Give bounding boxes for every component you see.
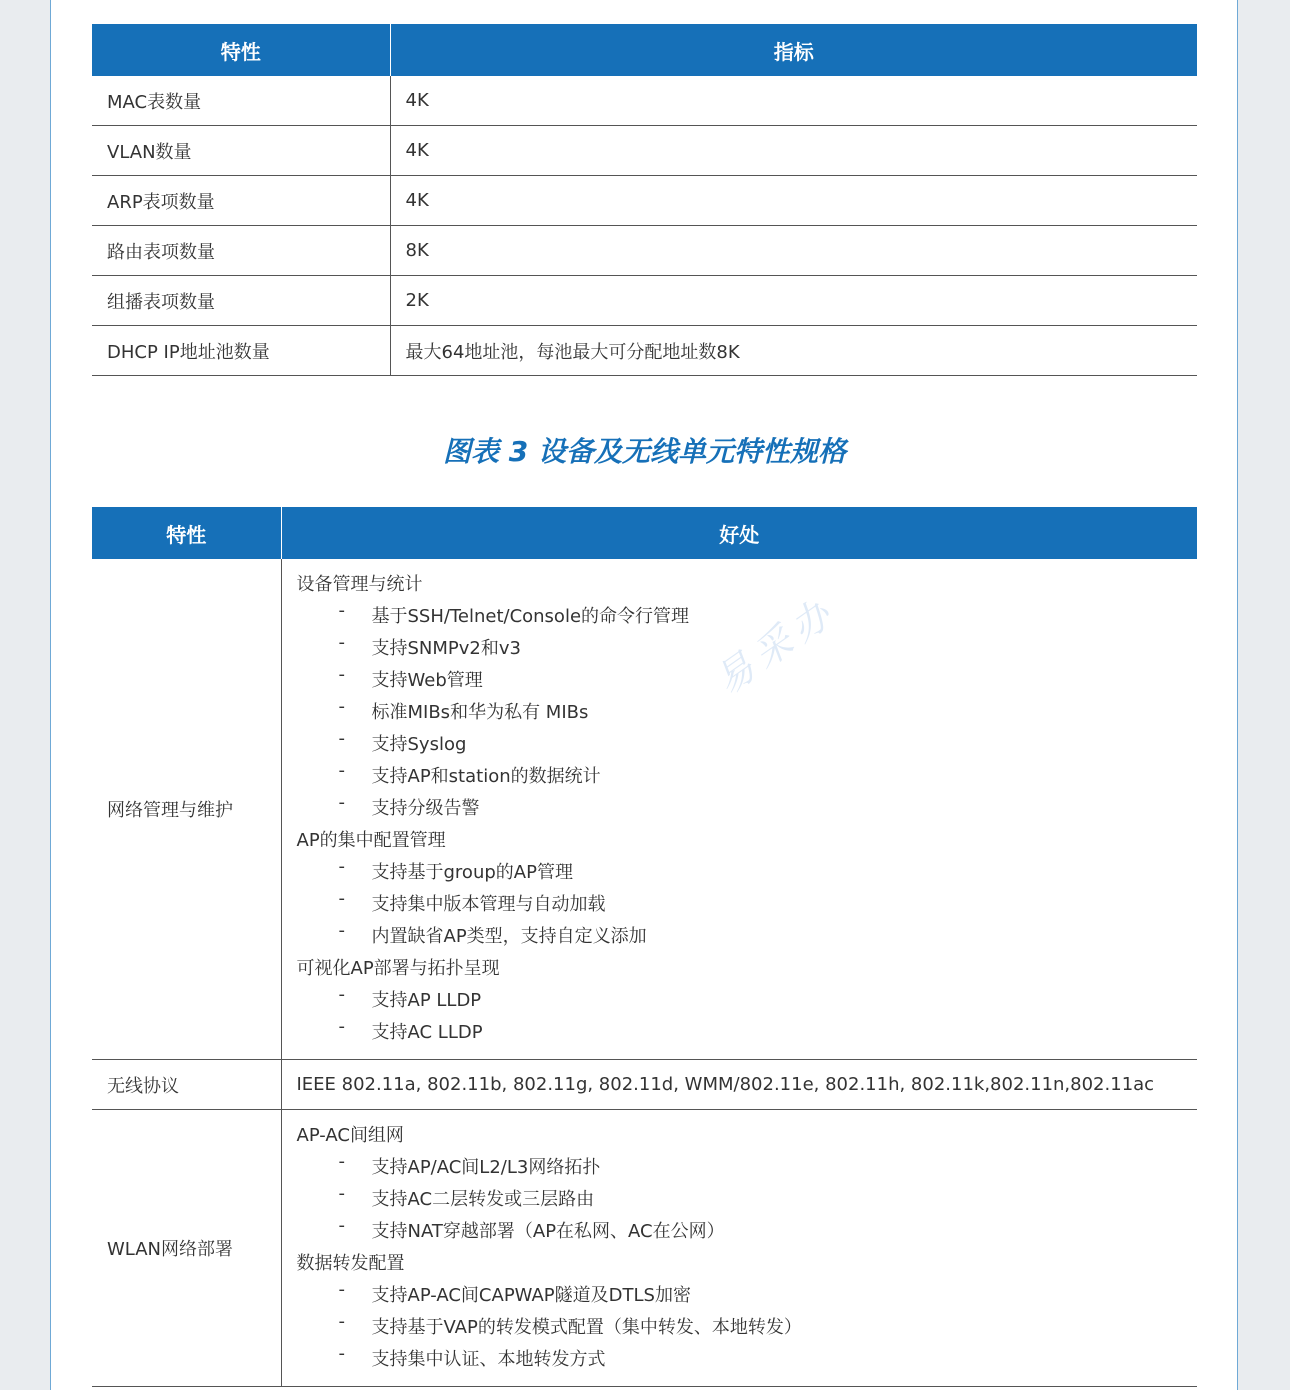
list-item	[297, 793, 1198, 825]
watermark: 易采办	[706, 587, 846, 703]
dash-bullet: -	[338, 1183, 345, 1204]
list-item-text: 支持集中认证、本地转发方式	[371, 1349, 606, 1370]
cell-feature: MAC表数量	[92, 76, 390, 126]
cell-value: 4K	[390, 76, 1197, 126]
dash-bullet: -	[338, 760, 345, 781]
table-header-row	[92, 507, 1197, 559]
table-row	[92, 76, 1197, 126]
dash-bullet: -	[338, 1151, 345, 1172]
table-row	[92, 1110, 1197, 1387]
cell-feature: 路由表项数量	[92, 226, 390, 276]
table-header-row	[92, 24, 1197, 76]
cell-value: 4K	[390, 176, 1197, 226]
list-item-text: 内置缺省AP类型，支持自定义添加	[371, 926, 647, 947]
group-title: 设备管理与统计	[296, 574, 423, 595]
list-item-text: 支持集中版本管理与自动加载	[371, 894, 606, 915]
cell-feature: VLAN数量	[92, 126, 390, 176]
list-item	[297, 761, 1198, 793]
header-feature: 特性	[92, 507, 281, 559]
list-item	[297, 1017, 1198, 1049]
dash-bullet: -	[338, 1016, 345, 1037]
list-item	[297, 1152, 1198, 1184]
list-item	[297, 1216, 1198, 1248]
group-title: AP-AC间组网	[296, 1125, 404, 1146]
cell-value: 最大64地址池，每池最大可分配地址数8K	[390, 326, 1197, 376]
header-benefit: 好处	[281, 507, 1197, 559]
table-row	[92, 126, 1197, 176]
list-item	[297, 1280, 1198, 1312]
list-item-text: 支持Web管理	[371, 670, 483, 691]
table-row	[92, 276, 1197, 326]
list-item-text: 支持NAT穿越部署（AP在私网、AC在公网）	[371, 1221, 725, 1242]
table-row	[92, 176, 1197, 226]
cell-benefit	[281, 1110, 1197, 1387]
cell-feature: ARP表项数量	[92, 176, 390, 226]
dash-bullet: -	[338, 856, 345, 877]
document-page	[50, 0, 1238, 1390]
cell-value: 2K	[390, 276, 1197, 326]
list-item-text: 支持SNMPv2和v3	[371, 638, 521, 659]
list-item-text: 支持AP/AC间L2/L3网络拓扑	[371, 1157, 601, 1178]
dash-bullet: -	[338, 984, 345, 1005]
header-metric: 指标	[390, 24, 1197, 76]
dash-bullet: -	[338, 792, 345, 813]
list-item	[297, 729, 1198, 761]
cell-feature: WLAN网络部署	[92, 1110, 281, 1387]
table-row	[92, 1060, 1197, 1110]
list-item	[297, 697, 1198, 729]
table-caption: 图表 3 设备及无线单元特性规格	[443, 435, 846, 468]
list-item-text: 支持Syslog	[371, 734, 467, 755]
dash-bullet: -	[338, 888, 345, 909]
list-item	[297, 889, 1198, 921]
list-item-text: 支持基于group的AP管理	[371, 862, 573, 883]
list-item	[297, 857, 1198, 889]
benefit-group	[297, 569, 1198, 825]
benefit-group	[297, 825, 1198, 953]
header-feature: 特性	[92, 24, 390, 76]
cell-feature: 网络管理与维护	[92, 559, 281, 1060]
list-item-text: 支持分级告警	[371, 798, 480, 819]
group-title: 数据转发配置	[296, 1253, 405, 1274]
list-item-text: 基于SSH/Telnet/Console的命令行管理	[371, 606, 690, 627]
dash-bullet: -	[338, 696, 345, 717]
cell-value: 8K	[390, 226, 1197, 276]
dash-bullet: -	[338, 920, 345, 941]
spec-table-1	[92, 24, 1197, 376]
table-row	[92, 226, 1197, 276]
dash-bullet: -	[338, 728, 345, 749]
table-row	[92, 559, 1197, 1060]
cell-feature: 组播表项数量	[92, 276, 390, 326]
list-item-text: 支持AP-AC间CAPWAP隧道及DTLS加密	[371, 1285, 691, 1306]
list-item	[297, 1184, 1198, 1216]
list-item-text: 支持AC LLDP	[371, 1022, 483, 1043]
benefit-group	[297, 1120, 1198, 1248]
dash-bullet: -	[338, 1215, 345, 1236]
page-right-border	[1237, 0, 1238, 1390]
dash-bullet: -	[338, 664, 345, 685]
cell-value: 4K	[390, 126, 1197, 176]
spec-table-2	[92, 507, 1197, 1387]
group-title: AP的集中配置管理	[296, 830, 446, 851]
list-item	[297, 1312, 1198, 1344]
list-item	[297, 1344, 1198, 1376]
list-item-text: 支持AC二层转发或三层路由	[371, 1189, 595, 1210]
benefit-group	[297, 1248, 1198, 1376]
page-left-border	[50, 0, 51, 1390]
list-item-text: 支持基于VAP的转发模式配置（集中转发、本地转发）	[371, 1317, 802, 1338]
list-item-text: 支持AP LLDP	[371, 990, 482, 1011]
benefit-group	[297, 953, 1198, 1049]
dash-bullet: -	[338, 1343, 345, 1364]
cell-benefit: IEEE 802.11a, 802.11b, 802.11g, 802.11d, WMM/802.11e, 802.11h, 802.11k,802.11n,802.11ac	[281, 1060, 1197, 1110]
cell-feature: DHCP IP地址池数量	[92, 326, 390, 376]
list-item-text: 支持AP和station的数据统计	[371, 766, 601, 787]
list-item	[297, 921, 1198, 953]
table-row	[92, 326, 1197, 376]
list-item	[297, 985, 1198, 1017]
dash-bullet: -	[338, 600, 345, 621]
cell-feature: 无线协议	[92, 1060, 281, 1110]
dash-bullet: -	[338, 1311, 345, 1332]
dash-bullet: -	[338, 632, 345, 653]
dash-bullet: -	[338, 1279, 345, 1300]
group-title: 可视化AP部署与拓扑呈现	[296, 958, 500, 979]
list-item-text: 标准MIBs和华为私有 MIBs	[371, 702, 589, 723]
